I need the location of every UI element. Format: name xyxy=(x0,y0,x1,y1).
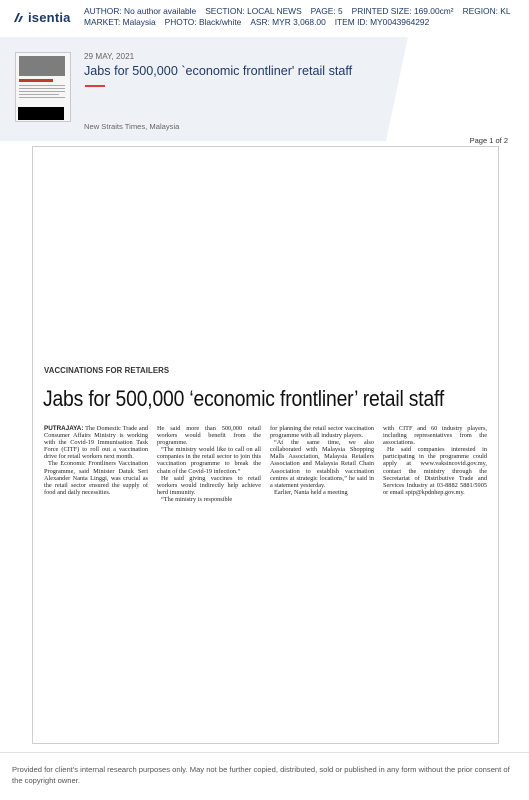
header-bar xyxy=(0,0,529,36)
article-title[interactable]: Jabs for 500,000 `economic frontliner' retail staff xyxy=(84,64,353,78)
metadata-block xyxy=(84,6,520,27)
clipping-columns xyxy=(44,425,488,503)
paragraph xyxy=(270,439,374,489)
paragraph xyxy=(157,496,261,503)
thumbnail-text-line xyxy=(19,88,65,89)
paragraph-text: He said giving vaccines to retail workers would indirectly help achieve herd immunity. xyxy=(157,474,261,496)
isentia-logo[interactable] xyxy=(12,10,71,25)
metadata-row-1 xyxy=(84,6,520,17)
paragraph-text: for planning the retail sector vaccination programme with all industry players. xyxy=(270,425,374,440)
paragraph-text: with CITF and 60 industry players, including representatives from the associations. xyxy=(383,425,487,447)
meta-author: AUTHOR: No author available xyxy=(84,6,197,16)
meta-section: SECTION: LOCAL NEWS xyxy=(205,6,302,16)
clipping-column-3 xyxy=(270,425,374,503)
meta-asr: ASR: MYR 3,068.00 xyxy=(250,16,326,27)
paragraph-text: “The ministry is responsible xyxy=(161,495,233,503)
paragraph xyxy=(157,446,261,474)
paragraph-text: Earlier, Nanta held a meeting xyxy=(274,488,348,496)
thumbnail-redaction xyxy=(18,107,64,120)
clipping-column-2 xyxy=(157,425,261,503)
thumbnail-text-line xyxy=(19,85,65,86)
paragraph xyxy=(157,425,261,446)
clipping-column-1 xyxy=(44,425,148,503)
metadata-row-2 xyxy=(84,17,520,28)
meta-photo: PHOTO: Black/white xyxy=(164,16,242,27)
dateline: PUTRAJAYA: xyxy=(44,425,84,432)
paragraph-text: He said companies interested in participating in the programme could apply at www.vaksincovid.gov.my, contact the ministry through the Secretariat of Distributive Trade and Services Industry at 03-8882 5881/5905 or email spip@kpdnhep.gov.my. xyxy=(383,446,487,496)
thumbnail-headline xyxy=(19,79,53,82)
footer-divider xyxy=(0,752,529,753)
paragraph xyxy=(270,489,374,496)
paragraph xyxy=(44,425,148,460)
newspaper-clipping xyxy=(42,362,490,529)
paragraph-text: “At the same time, we also collaborated with Malaysia Shopping Malls Association, Malaysia Retailers Association and Malaysia Retail Chain Association to establish vaccination centres at strategic locations,” he said in a statement yesterday. xyxy=(270,439,374,489)
article-date: 29 MAY, 2021 xyxy=(84,52,135,61)
paragraph-text: The Domestic Trade and Consumer Affairs Ministry is working with the Covid-19 Immunisation Task Force (CITF) to roll out a vaccination drive for retail workers next month. xyxy=(44,425,148,461)
logo-text: isentia xyxy=(28,10,71,25)
clipping-column-4 xyxy=(383,425,487,503)
article-source: New Straits Times, Malaysia xyxy=(84,122,180,131)
thumbnail-text-line xyxy=(19,94,59,95)
page-indicator: Page 1 of 2 xyxy=(469,136,508,145)
thumbnail-text-line xyxy=(19,97,65,98)
meta-region: REGION: KL xyxy=(462,6,511,16)
paragraph xyxy=(270,425,374,439)
paragraph xyxy=(44,460,148,495)
paragraph-text: The Economic Frontliners Vaccination Programme, said Minister Datuk Seri Alexander Nanta Linggi, was crucial as the retail sector ensured the supply of food and daily necessities. xyxy=(44,460,148,496)
isentia-logo-icon xyxy=(12,11,25,24)
clipping-kicker: VACCINATIONS FOR RETAILERS xyxy=(44,366,170,375)
meta-printed-size: PRINTED SIZE: 169.00cm² xyxy=(351,6,454,16)
copyright-disclaimer: Provided for client's internal research purposes only. May not be further copied, distributed, sold or published in any form without the prior consent of the copyright owner. xyxy=(12,765,510,785)
paragraph xyxy=(157,475,261,496)
paragraph xyxy=(383,425,487,446)
meta-item-id: ITEM ID: MY0043964292 xyxy=(334,16,430,27)
paragraph xyxy=(383,446,487,496)
title-accent-rule xyxy=(85,85,105,87)
meta-page: PAGE: 5 xyxy=(310,6,343,16)
clipping-thumbnail[interactable] xyxy=(15,52,71,122)
thumbnail-photo xyxy=(19,56,65,76)
clipping-headline: Jabs for 500,000 ‘economic frontliner’ retail staff xyxy=(43,386,445,411)
thumbnail-text-line xyxy=(19,91,65,92)
paragraph-text: “The ministry would like to call on all companies in the retail sector to join this vaccination programme to break the chain of the Covid-19 infection.” xyxy=(157,446,261,475)
paragraph-text: He said more than 500,000 retail workers would benefit from the programme. xyxy=(157,425,261,447)
meta-market: MARKET: Malaysia xyxy=(84,16,156,27)
